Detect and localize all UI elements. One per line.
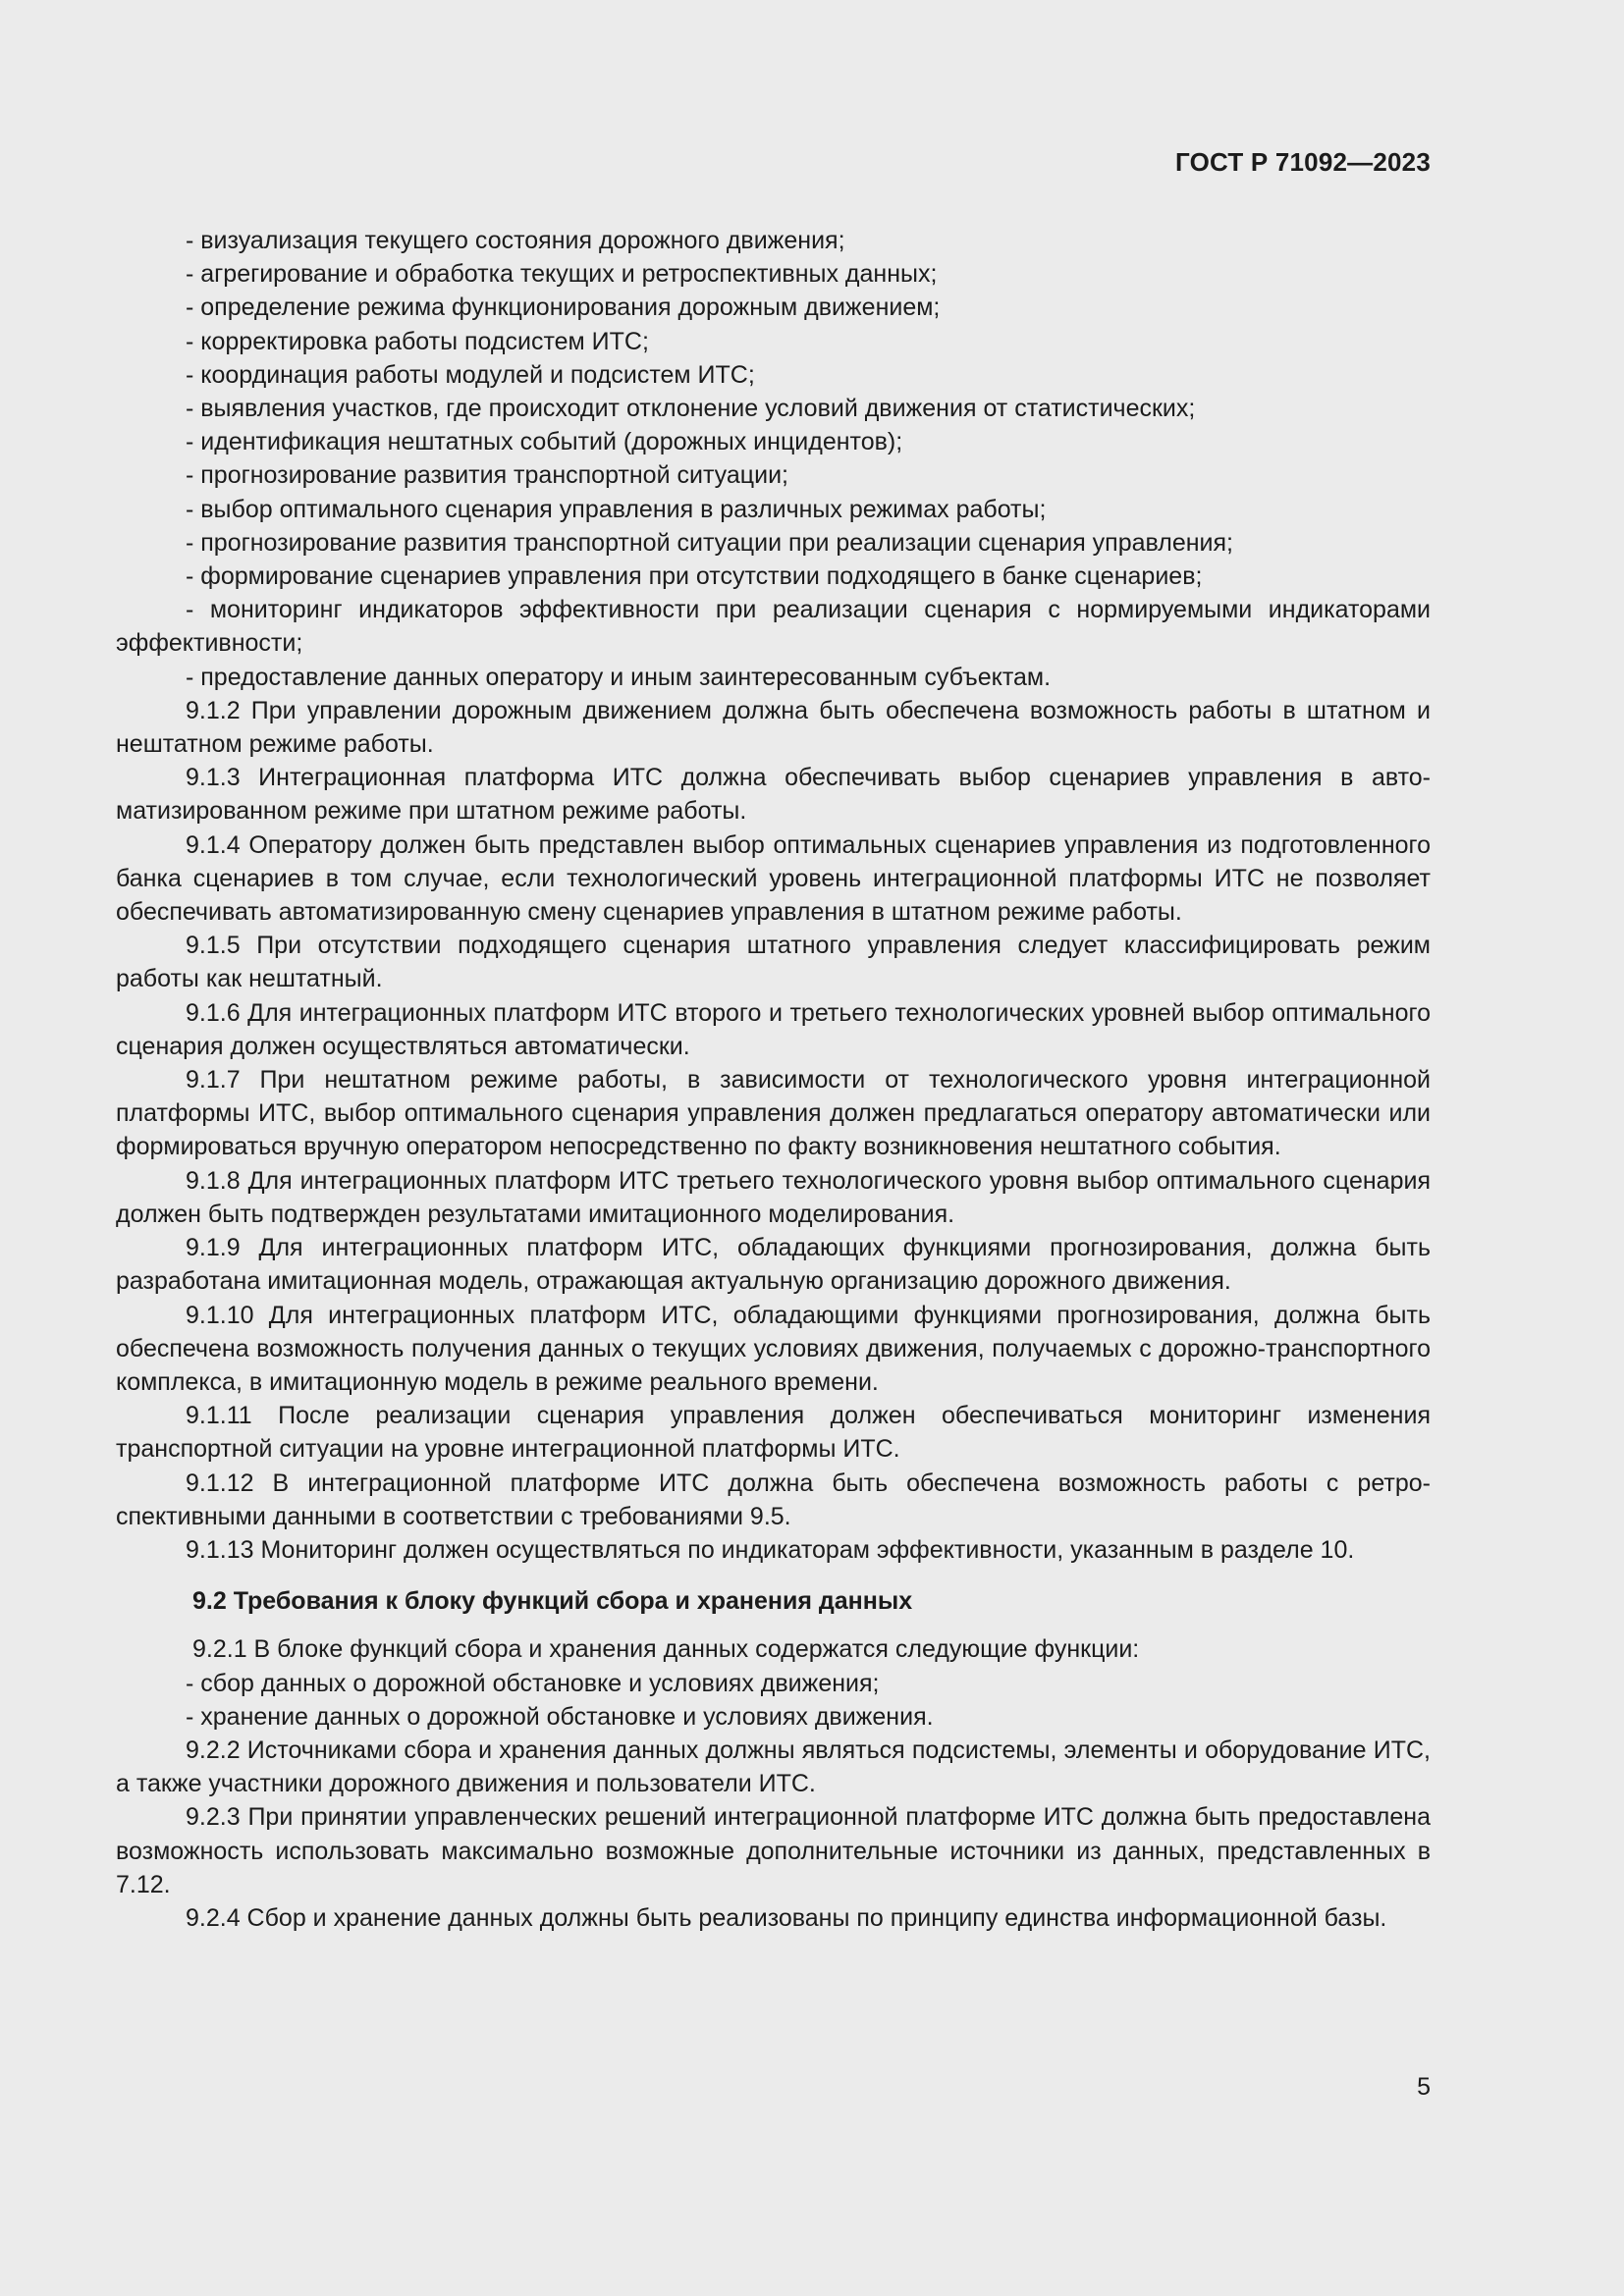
clause-9-1-8: 9.1.8 Для интеграционных платформ ИТС третьего технологического уровня выбор оптимального сценария должен быть подтвержден результатами имитационного моделирования. [116, 1166, 1431, 1228]
clause-9-1-4: 9.1.4 Оператору должен быть представлен выбор оптимальных сценариев управления из подготовленного банка сценариев в том случае, если технологический уровень интеграционной платформы ИТС не позволяет обеспечивать автоматизированную смену сценариев управления в штатном режиме работы. [116, 830, 1431, 927]
section-heading-9-2: 9.2 Требования к блоку функций сбора и хранения данных [192, 1587, 913, 1616]
clause-9-1-10: 9.1.10 Для интеграционных платформ ИТС, обладающими функциями прогнозирования, должна быть обеспечена возможность получения данных о текущих условиях движения, получаемых с дорожно-транспортного комплекса, в имитационную модель в режиме реального времени. [116, 1301, 1431, 1396]
list-item: - определение режима функционирования дорожным движением; [186, 294, 941, 322]
clause-9-2-3: 9.2.3 При принятии управленческих решений интеграционной платформе ИТС должна быть предоставлена возможность использовать максимально возможные дополнительные источники из данных, представленных в 7.12. [116, 1803, 1431, 1898]
clause-9-1-7: 9.1.7 При нештатном режиме работы, в зависимости от технологического уровня интеграционной платформы ИТС, выбор оптимального сценария управления должен предлагаться оператору автоматически или формироваться вручную оператором непосредственно по факту возникновения нештатного события. [116, 1066, 1431, 1161]
list-item: - хранение данных о дорожной обстановке и условиях движения. [186, 1702, 934, 1731]
clause-9-2-2: 9.2.2 Источниками сбора и хранения данных должны являться подсистемы, элементы и оборудование ИТС, а также участники дорожного движения и пользователи ИТС. [116, 1735, 1431, 1798]
list-item: - предоставление данных оператору и иным заинтересованным субъектам. [186, 663, 1052, 691]
body-text [116, 224, 1431, 1935]
list-item: - идентификация нештатных событий (дорожных инцидентов); [186, 428, 903, 456]
list-item: - формирование сценариев управления при отсутствии подходящего в банке сценариев; [186, 562, 1203, 591]
clause-9-1-3: 9.1.3 Интеграционная платформа ИТС должна обеспечивать выбор сценариев управления в автоматизированном режиме при штатном режиме работы. [116, 764, 1431, 826]
clause-9-1-13: 9.1.13 Мониторинг должен осуществляться по индикаторам эффективности, указанным в разделе 10. [186, 1535, 1355, 1564]
list-item: - выявления участков, где происходит отклонение условий движения от статистических; [186, 395, 1196, 423]
list-item: - выбор оптимального сценария управления в различных режимах работы; [186, 495, 1047, 523]
list-item: - прогнозирование развития транспортной ситуации при реализации сценария управления; [186, 528, 1233, 557]
list-item: - корректировка работы подсистем ИТС; [186, 327, 649, 355]
clause-9-1-6: 9.1.6 Для интеграционных платформ ИТС второго и третьего технологических уровней выбор оптимального сценария должен осуществляться автоматически. [116, 998, 1431, 1060]
page-number: 5 [1417, 2073, 1431, 2101]
list-item: - координация работы модулей и подсистем ИТС; [186, 360, 755, 389]
list-item: - мониторинг индикаторов эффективности при реализации сценария с нормируемыми индикаторами эффективности; [116, 596, 1431, 658]
clause-9-1-2: 9.1.2 При управлении дорожным движением должна быть обеспечена возможность работы в штатном и нештатном режиме работы. [116, 696, 1431, 759]
clause-9-2-4: 9.2.4 Сбор и хранение данных должны быть реализованы по принципу единства информационной базы. [186, 1903, 1387, 1932]
document-header: ГОСТ Р 71092—2023 [1175, 147, 1431, 177]
clause-9-1-5: 9.1.5 При отсутствии подходящего сценария штатного управления следует классифицировать режим работы как нештатный. [116, 932, 1431, 993]
list-item: - визуализация текущего состояния дорожного движения; [186, 227, 845, 254]
clause-9-1-9: 9.1.9 Для интеграционных платформ ИТС, обладающих функциями прогнозирования, должна быть разработана имитационная модель, отражающая актуальную организацию дорожного движения. [116, 1234, 1431, 1296]
list-item: - агрегирование и обработка текущих и ретроспективных данных; [186, 260, 938, 289]
clause-9-1-12: 9.1.12 В интеграционной платформе ИТС должна быть обеспечена возможность работы с ретроспективными данными в соответствии с требованиями 9.5. [116, 1468, 1431, 1530]
clause-9-1-11: 9.1.11 После реализации сценария управления должен обеспечиваться мониторинг изменения транспортной ситуации на уровне интеграционной платформы ИТС. [116, 1402, 1431, 1464]
clause-9-2-1: 9.2.1 В блоке функций сбора и хранения данных содержатся следующие функции: [192, 1635, 1140, 1664]
list-item: - сбор данных о дорожной обстановке и условиях движения; [186, 1669, 880, 1697]
list-item: - прогнозирование развития транспортной ситуации; [186, 461, 789, 490]
